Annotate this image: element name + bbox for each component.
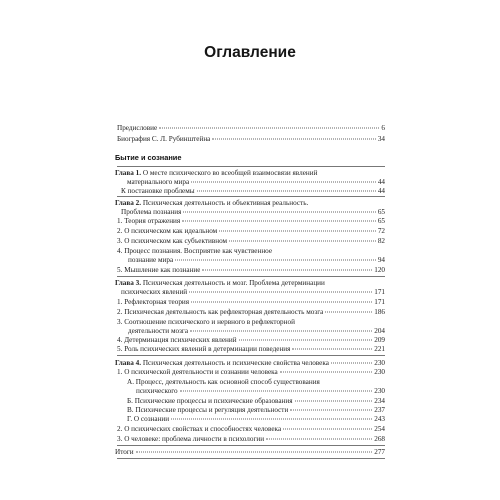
- toc-entry-page: 44: [377, 187, 385, 195]
- divider: [117, 445, 385, 446]
- toc-entry[interactable]: [117, 297, 385, 307]
- toc-entry-text: 3. О психическом как субъективном: [117, 237, 228, 245]
- dot-leader: [159, 128, 379, 129]
- chapter-label: Глава 4.: [115, 359, 142, 367]
- chapter-title: Психическая деятельность и психические свойства человека: [142, 359, 329, 367]
- toc-entry[interactable]: [117, 424, 385, 434]
- dot-leader: [171, 419, 372, 420]
- toc-entry-text: 1. Рефлекторная теория: [117, 298, 190, 306]
- page-title: Оглавление: [204, 44, 296, 61]
- dot-leader: [283, 429, 372, 430]
- toc-entry-text: Г. О сознании: [127, 415, 170, 423]
- chapter-title: Психическая деятельность и объективная реальность.: [142, 199, 309, 207]
- toc-entry-text: познание мира: [128, 256, 174, 264]
- chapter-title-cont: материального мира: [127, 178, 190, 186]
- chapter-title-cont: психических явлений: [121, 288, 188, 296]
- dot-leader: [189, 292, 372, 293]
- chapter-3-title-cont[interactable]: [121, 287, 385, 297]
- toc-entry-page: 234: [374, 397, 385, 405]
- toc-entry-page: 277: [374, 448, 385, 456]
- toc-entry[interactable]: [127, 414, 385, 424]
- dot-leader: [183, 212, 375, 213]
- toc-entry[interactable]: [121, 186, 385, 196]
- toc-entry-text: В. Психические процессы и регуляция деятельности: [127, 406, 289, 414]
- toc-entry-page: 94: [377, 256, 385, 264]
- toc-entry[interactable]: [117, 367, 385, 377]
- toc-entry-page: 230: [374, 359, 385, 367]
- toc-entry-page: 186: [374, 308, 385, 316]
- toc-entry-text: 2. Психическая деятельность как рефлекторная деятельность мозга: [117, 308, 324, 316]
- dot-leader: [191, 302, 372, 303]
- toc-entry-text: Итоги: [115, 448, 134, 456]
- chapter-title-cont: Проблема познания: [121, 208, 182, 216]
- toc-entry-text: Б. Психические процессы и психические образования: [127, 397, 293, 405]
- divider: [117, 196, 385, 197]
- dot-leader: [239, 340, 373, 341]
- toc-entry-text: К постановке проблемы: [121, 187, 195, 195]
- dot-leader: [290, 410, 372, 411]
- toc-entry-page: 268: [374, 435, 385, 443]
- divider: [117, 355, 385, 356]
- dot-leader: [325, 312, 372, 313]
- dot-leader: [292, 349, 372, 350]
- dot-leader: [280, 372, 373, 373]
- toc-entry-text: 5. Роль психических явлений в детерминации поведения: [117, 345, 291, 353]
- toc-entry-results[interactable]: [115, 447, 385, 457]
- toc-entry-page: 254: [374, 425, 385, 433]
- dot-leader: [190, 331, 372, 332]
- toc-entry-text: 4. Детерминация психических явлений: [117, 336, 237, 344]
- toc-entry-preface[interactable]: [117, 123, 385, 133]
- toc-entry[interactable]: [117, 226, 385, 236]
- section-heading: Бытие и сознание: [115, 153, 182, 162]
- chapter-label: Глава 3.: [115, 279, 142, 287]
- toc-entry-page: 204: [374, 327, 385, 335]
- toc-entry[interactable]: [117, 265, 385, 275]
- toc-entry-page: 72: [377, 227, 385, 235]
- dot-leader: [182, 221, 376, 222]
- dot-leader: [136, 452, 373, 453]
- dot-leader: [266, 439, 372, 440]
- toc-entry-text: 5. Мышление как познание: [117, 266, 201, 274]
- toc-entry-page: 34: [377, 135, 385, 143]
- toc-entry-text: Предисловие: [117, 124, 158, 132]
- dot-leader: [295, 401, 373, 402]
- toc-entry-page: 65: [377, 217, 385, 225]
- toc-entry[interactable]: [136, 386, 385, 396]
- toc-entry-page: 6: [381, 124, 385, 132]
- toc-entry-page: 230: [374, 368, 385, 376]
- dot-leader: [180, 391, 373, 392]
- toc-entry-text: деятельности мозга: [128, 327, 189, 335]
- chapter-title: О месте психического во всеобщей взаимосвязи явлений: [142, 169, 318, 177]
- toc-entry[interactable]: [117, 434, 385, 444]
- toc-entry-page: 209: [374, 336, 385, 344]
- toc-entry-page: 44: [377, 178, 385, 186]
- chapter-label: Глава 1.: [115, 169, 142, 177]
- toc-entry-biography[interactable]: [117, 134, 385, 144]
- toc-entry-text: 2. О психических свойствах и способностях человека: [117, 425, 282, 433]
- toc-entry[interactable]: [117, 307, 385, 317]
- divider: [117, 458, 385, 459]
- dot-leader: [175, 260, 376, 261]
- toc-entry-page: 237: [374, 406, 385, 414]
- dot-leader: [219, 231, 376, 232]
- toc-entry-page: 171: [374, 288, 385, 296]
- toc-entry[interactable]: [117, 236, 385, 246]
- dot-leader: [191, 182, 376, 183]
- toc-entry[interactable]: [117, 344, 385, 354]
- toc-entry-line1[interactable]: 4. Процесс познания. Восприятие как чувственное: [117, 247, 273, 255]
- dot-leader: [331, 363, 372, 364]
- chapter-title: Психическая деятельность и мозг. Проблема детерминации: [142, 279, 325, 287]
- chapter-label: Глава 2.: [115, 199, 142, 207]
- toc-entry-text: 1. О психической деятельности и сознании человека: [117, 368, 278, 376]
- toc-entry-page: 230: [374, 387, 385, 395]
- toc-entry-page: 171: [374, 298, 385, 306]
- toc-entry-text: Биография С. Л. Рубинштейна: [117, 135, 211, 143]
- dot-leader: [212, 139, 375, 140]
- toc-entry-text: 1. Теория отражения: [117, 217, 181, 225]
- dot-leader: [229, 241, 376, 242]
- toc-entry-page: 82: [377, 237, 385, 245]
- toc-entry-page: 243: [374, 415, 385, 423]
- toc-entry[interactable]: [117, 216, 385, 226]
- toc-entry-text: 3. О человеке: проблема личности в психологии: [117, 435, 265, 443]
- dot-leader: [202, 270, 372, 271]
- toc-entry[interactable]: [128, 255, 385, 265]
- toc-entry-text: психического: [136, 387, 178, 395]
- divider: [117, 276, 385, 277]
- toc-entry-page: 120: [374, 266, 385, 274]
- divider: [117, 166, 385, 167]
- dot-leader: [197, 191, 376, 192]
- toc-entry-page: 221: [374, 345, 385, 353]
- toc-entry-text: 2. О психическом как идеальном: [117, 227, 218, 235]
- toc-entry-line1[interactable]: 3. Соотношение психического и нервного в рефлекторной: [117, 318, 295, 326]
- toc-entry-page: 65: [377, 208, 385, 216]
- toc-entry-line1[interactable]: А. Процесс, деятельность как основной способ существования: [127, 378, 320, 386]
